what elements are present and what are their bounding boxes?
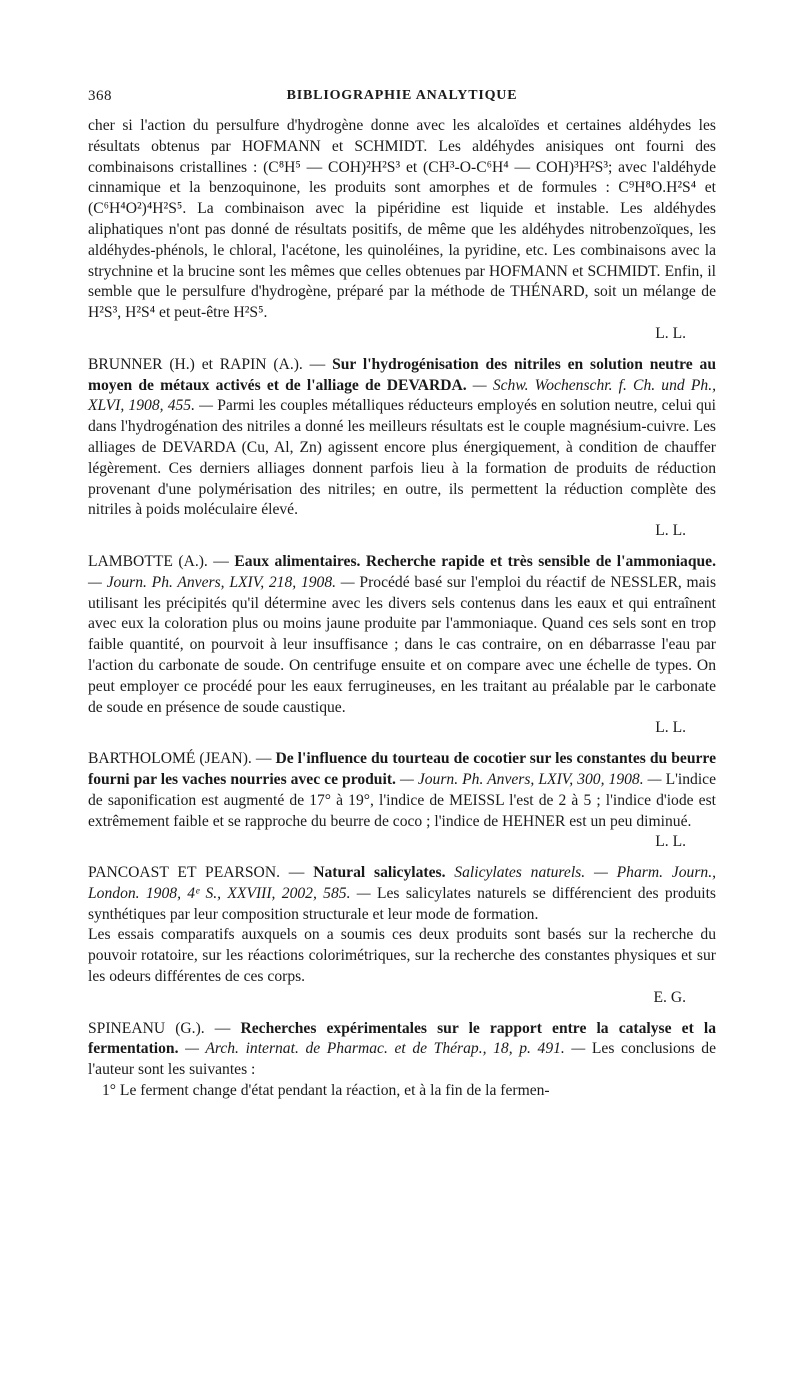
entry-authors: BARTHOLOMÉ (JEAN). —	[88, 750, 276, 768]
running-title: BIBLIOGRAPHIE ANALYTIQUE	[286, 88, 518, 103]
entry-spineanu	[88, 1019, 716, 1081]
entry-text: L'indice de saponification est augmenté de 17° à 19°, l'indice de MEISSL l'est de 2 à 5 ; l'indice d'iode est extrêmement faible et se rapproche du beurre de coco ; l'indice de HEHNER est un peu diminué.	[88, 770, 716, 830]
entry-signature: L. L.	[655, 719, 686, 737]
entry-reference: — Arch. internat. de Pharmac. et de Thérap., 18, p. 491. —	[178, 1040, 592, 1058]
entry-bartholome	[88, 749, 716, 853]
entry-lambotte	[88, 552, 716, 739]
entry-reference: Salicylates naturels. — Pharm. Journ., London. 1908, 4ᵉ S., XXVIII, 2002, 585. —	[88, 864, 716, 902]
entry-signature: L. L.	[655, 522, 686, 540]
entry-text-2: 1° Le ferment change d'état pendant la réaction, et à la fin de la fermen-	[102, 1082, 550, 1100]
page-number: 368	[88, 88, 112, 104]
entry-title: Eaux alimentaires. Recherche rapide et très sensible de l'ammoniaque.	[234, 552, 716, 570]
entry-spineanu-continuation	[88, 1081, 716, 1102]
entry-text: Parmi les couples métalliques réducteurs employés en solution neutre, celui qui dans l'hydrogénation des nitriles a donné les meilleurs résultats est le couple magnésium-cuivre. Les alliages de DEVARDA (Cu, Al, Zn) agissent encore plus énergiquement, à condition de chauffer légèrement. Ces derniers alliages donnent parfois lieu à la formation de produits de réduction provenant d'une polymérisation des nitriles; en outre, ils permettent la réduction complète des nitriles à poids moléculaire élevé.	[88, 397, 717, 519]
page-body	[88, 116, 716, 1102]
entry-reference: — Schw. Wochenschr. f. Ch. und Ph., XLVI, 1908, 455. —	[88, 376, 716, 415]
entry-authors: SPINEANU (G.). —	[88, 1019, 241, 1037]
entry-title: De l'influence du tourteau de cocotier sur les constantes du beurre fourni par les vaches nourries avec ce produit.	[88, 750, 716, 788]
entry-authors: BRUNNER (H.) et RAPIN (A.). —	[88, 355, 333, 373]
intro-signature: L. L.	[655, 324, 686, 342]
entry-text: Les conclusions de l'auteur sont les suivantes :	[88, 1040, 716, 1079]
entry-reference: — Journ. Ph. Anvers, LXIV, 218, 1908. —	[88, 573, 360, 591]
entry-signature: E. G.	[653, 988, 686, 1006]
entry-authors: PANCOAST ET PEARSON. —	[88, 864, 314, 882]
entry-authors: LAMBOTTE (A.). —	[88, 552, 235, 570]
entry-title: Sur l'hydrogénisation des nitriles en solution neutre au moyen de métaux activés et de l'alliage de DEVARDA.	[88, 355, 716, 394]
entry-text: Les salicylates naturels se différencient des produits synthétiques par leur composition structurale et leur mode de formation.	[88, 884, 716, 923]
page-header	[88, 84, 716, 110]
intro-text: cher si l'action du persulfure d'hydrogène donne avec les alcaloïdes et certaines aldéhydes les résultats obtenus par HOFMANN et SCHMIDT. Les aldéhydes anisiques ont fourni des combinaisons cristallines : (C⁸H⁵ — COH)²H²S³ et (CH³-O-C⁶H⁴ — COH)³H²S³; avec l'aldéhyde cinnamique et la benzoquinone, les produits sont amorphes et de formules : C⁹H⁸O.H²S⁴ et (C⁶H⁴O²)⁴H²S⁵. La combinaison avec la pipéridine est liquide et instable. Les aldéhydes aliphatiques n'ont pas donné de résultats positifs, de même que les aldéhydes nitrobenzoïques, les aldéhydes-phénols, le chloral, l'acétone, les quinoléines, la pyridine, etc. Les combinaisons avec la strychnine et la brucine sont les mêmes que celles obtenues par HOFMANN et SCHMIDT. Enfin, il semble que le persulfure d'hydrogène, préparé par la méthode de THÉNARD, soit un mélange de H²S³, H²S⁴ et peut-être H²S⁵.	[88, 117, 716, 322]
entry-reference: — Journ. Ph. Anvers, LXIV, 300, 1908. —	[395, 770, 666, 788]
entry-brunner	[88, 355, 716, 542]
entry-title: Natural salicylates.	[313, 864, 446, 882]
intro-paragraph	[88, 116, 716, 345]
entry-signature: L. L.	[655, 833, 686, 851]
entry-pancoast	[88, 863, 716, 925]
entry-pancoast-continuation	[88, 925, 716, 1008]
entry-text-2: Les essais comparatifs auxquels on a soumis ces deux produits sont basés sur la recherche du pouvoir rotatoire, sur les réactions colorimétriques, sur la recherche des constantes physiques et sur les odeurs différentes de ces corps.	[88, 926, 716, 986]
entry-text: Procédé basé sur l'emploi du réactif de NESSLER, mais utilisant les précipités qu'il détermine avec les divers sels contenus dans les eaux et qui entraînent avec eux la coloration plus ou moins jaune produite par l'ammoniaque. Quand ces sels sont en trop faible quantité, on pourvoit à leur insuffisance ; dans le cas contraire, on en débarrasse l'eau par l'action du carbonate de soude. On centrifuge ensuite et on compare avec une échelle de types. On peut employer ce procédé pour les eaux ferrugineuses, en les traitant au préalable par le carbonate de soude en présence de soude caustique.	[88, 573, 717, 716]
entry-title: Recherches expérimentales sur le rapport entre la catalyse et la fermentation.	[88, 1019, 717, 1058]
